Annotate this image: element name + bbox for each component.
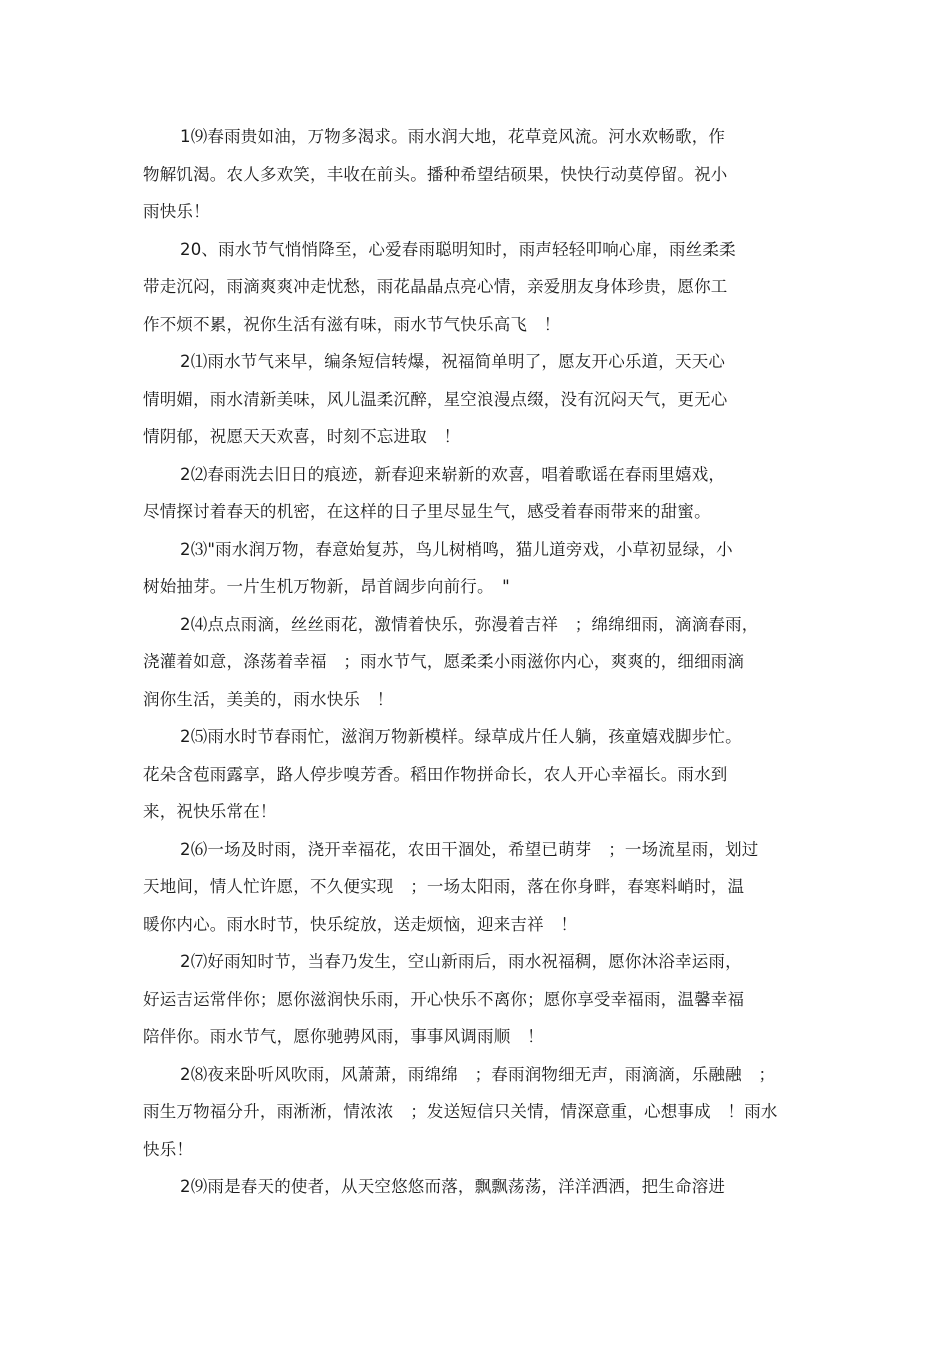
paragraph (143, 343, 808, 456)
text-line: 2⑸雨水时节春雨忙，滋润万物新模样。绿草成片任人躺，孩童嬉戏脚步忙。 (180, 727, 742, 746)
text-line: 暖你内心。雨水时节，快乐绽放，送走烦恼，迎来吉祥 ！ (143, 914, 578, 934)
text-line: 物解饥渴。农人多欢笑，丰收在前头。播种希望结硕果，快快行动莫停留。祝小 (143, 164, 728, 184)
text-line: 雨生万物福分升，雨淅淅，情浓浓 ；发送短信只关情，情深意重，心想事成 ！雨水 (143, 1102, 778, 1121)
paragraph (143, 1168, 808, 1206)
text-line: 雨快乐！ (143, 202, 210, 221)
text-line: 来，祝快乐常在！ (143, 802, 277, 821)
text-line: 2⑺好雨知时节，当春乃发生，空山新雨后，雨水祝福稠，愿你沐浴幸运雨， (180, 952, 742, 971)
paragraph (143, 606, 808, 719)
paragraph (143, 831, 808, 944)
text-line: 2⑹一场及时雨，浇开幸福花，农田干涸处，希望已萌芽 ；一场流星雨，划过 (180, 839, 759, 859)
text-line: 带走沉闷，雨滴爽爽冲走忧愁，雨花晶晶点亮心情，亲爱朋友身体珍贵，愿你工 (143, 277, 728, 296)
text-line: 2⑴雨水节气来早，编条短信转爆，祝福简单明了，愿友开心乐道，天天心 (180, 352, 726, 371)
text-line: 尽情探讨着春天的机密，在这样的日子里尽显生气，感受着春雨带来的甜蜜。 (143, 502, 711, 521)
text-line: 情阴郁，祝愿天天欢喜，时刻不忘进取 ！ (143, 427, 461, 446)
text-line: 2⑻夜来卧听风吹雨，风萧萧，雨绵绵 ；春雨润物细无声，雨滴滴，乐融融 ； (180, 1064, 776, 1084)
text-line: 2⑶"雨水润万物，春意始复苏，鸟儿树梢鸣，猫儿道旁戏，小草初显绿，小 (180, 539, 733, 559)
text-line: 好运吉运常伴你；愿你滋润快乐雨，开心快乐不离你；愿你享受幸福雨，温馨幸福 (143, 989, 745, 1009)
paragraph (143, 531, 808, 606)
text-line: 浇灌着如意，涤荡着幸福 ；雨水节气，愿柔柔小雨滋你内心，爽爽的，细细雨滴 (143, 652, 745, 671)
text-line: 2⑼雨是春天的使者，从天空悠悠而落，飘飘荡荡，洋洋洒洒，把生命溶进 (180, 1177, 726, 1196)
paragraph (143, 118, 808, 231)
paragraph (143, 943, 808, 1056)
text-line: 树始抽芽。一片生机万物新，昂首阔步向前行。 " (143, 577, 510, 596)
paragraph (143, 1056, 808, 1169)
document-body (143, 118, 808, 1206)
text-line: 情明媚，雨水清新美味，风儿温柔沉醉，星空浪漫点缀，没有沉闷天气，更无心 (143, 389, 728, 409)
text-line: 花朵含苞雨露享，路人停步嗅芳香。稻田作物拼命长，农人开心幸福长。雨水到 (143, 764, 728, 784)
text-line: 陪伴你。雨水节气，愿你驰骋风雨，事事风调雨顺 ！ (143, 1027, 544, 1046)
text-line: 20、雨水节气悄悄降至，心爱春雨聪明知时，雨声轻轻叩响心扉，雨丝柔柔 (180, 239, 736, 259)
paragraph (143, 456, 808, 531)
text-line: 快乐！ (143, 1139, 194, 1159)
paragraph (143, 231, 808, 344)
text-line: 1⑼春雨贵如油，万物多渴求。雨水润大地，花草竞风流。河水欢畅歌，作 (180, 127, 726, 146)
text-line: 2⑵春雨洗去旧日的痕迹，新春迎来崭新的欢喜，唱着歌谣在春雨里嬉戏， (180, 464, 726, 484)
text-line: 润你生活，美美的，雨水快乐 ！ (143, 689, 394, 709)
paragraph (143, 718, 808, 831)
text-line: 作不烦不累，祝你生活有滋有味，雨水节气快乐高飞 ！ (143, 314, 561, 334)
text-line: 2⑷点点雨滴，丝丝雨花，激情着快乐，弥漫着吉祥 ；绵绵细雨，滴滴春雨， (180, 614, 759, 634)
text-line: 天地间，情人忙许愿，不久便实现 ；一场太阳雨，落在你身畔，春寒料峭时，温 (143, 877, 745, 896)
